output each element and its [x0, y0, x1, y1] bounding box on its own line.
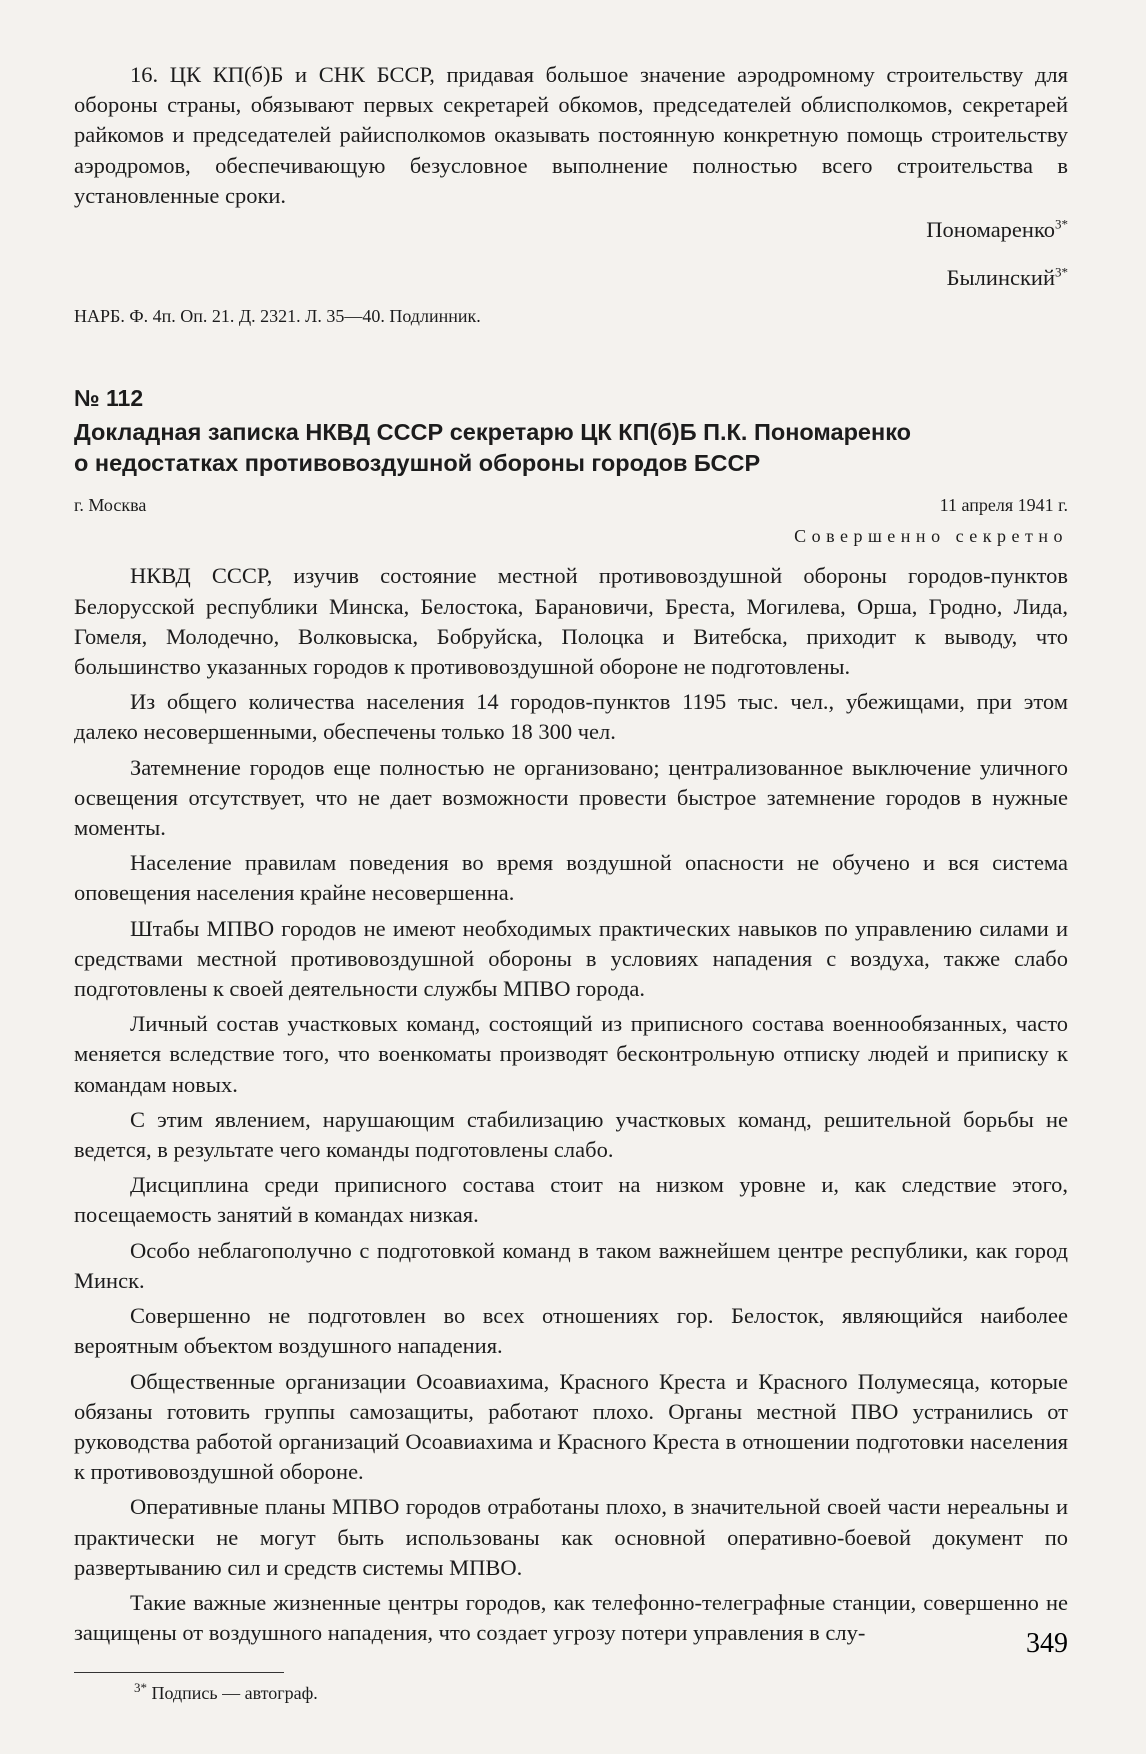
body-paragraph: Из общего количества населения 14 городов-пунктов 1195 тыс. чел., убежищами, при этом далеко несовершенными, обеспечены только 18 300 чел.	[74, 689, 1068, 745]
page-number: 349	[1026, 1628, 1068, 1659]
document-title-line-1: Докладная записка НКВД СССР секретарю ЦК КП(б)Б П.К. Пономаренко	[74, 419, 912, 446]
body-paragraph: С этим явлением, нарушающим стабилизацию участковых команд, решительной борьбы не ведется, в результате чего команды подготовлены слабо.	[74, 1106, 1068, 1163]
signature-mark: 3*	[1055, 264, 1068, 280]
document-number: № 112	[74, 385, 144, 412]
body-paragraph: Личный состав участковых команд, состоящий из приписного состава военнообязанных, часто меняется вследствие того, что военкоматы производят бесконтрольную отписку людей и приписку к командам новых.	[74, 1011, 1068, 1097]
body-paragraph: Дисциплина среди приписного состава стоит на низком уровне и, как следствие этого, посещаемость занятий в командах низкая.	[74, 1172, 1068, 1228]
body-paragraph: Такие важные жизненные центры городов, как телефонно-телеграфные станции, совершенно не защищены от воздушного нападения, что создает угрозу потери управления в слу-	[74, 1589, 1068, 1646]
top-paragraph: 16. ЦК КП(б)Б и СНК БССР, придавая большое значение аэродромному строительству для обороны страны, обязывают первых секретарей обкомов, председателей облисполкомов, секретарей райкомов и председателей райисполкомов оказывать постоянную конкретную помощь строительству аэродромов, обеспечивающую безусловное выполнение полностью всего строительства в установленные сроки.	[74, 62, 1068, 208]
body-paragraph: Особо неблагополучно с подготовкой команд в таком важнейшем центре республики, как город Минск.	[74, 1237, 1068, 1293]
body-paragraph: Штабы МПВО городов не имеют необходимых практических навыков по управлению силами и средствами местной противовоздушной обороны в условиях нападения с воздуха, также слабо подготовлены к своей деятельности службы МПВО города.	[74, 915, 1068, 1002]
body-paragraph: Население правилам поведения во время воздушной опасности не обучено и вся система оповещения населения крайне несовершенна.	[74, 850, 1068, 906]
footnote-divider	[74, 1672, 284, 1673]
footnote	[134, 1681, 1068, 1705]
signature-name: Былинский	[946, 265, 1055, 291]
body-paragraph: Совершенно не подготовлен во всех отношениях гор. Белосток, являющийся наиболее вероятным объектом воздушного нападения.	[74, 1303, 1068, 1359]
footnote-mark: 3*	[134, 1680, 147, 1696]
body-paragraph: Оперативные планы МПВО городов отработаны плохо, в значительной своей части нереальны и практически не могут быть использованы как основной оперативно-боевой документ по развертыванию сил и средств системы МПВО.	[74, 1494, 1068, 1580]
signature-ponomarenko	[74, 215, 1068, 245]
document-place: г. Москва	[74, 495, 147, 516]
classification-mark: Совершенно секретно	[794, 526, 1068, 547]
signature-mark: 3*	[1055, 216, 1068, 232]
document-title	[74, 417, 1068, 479]
document-title-line-2: о недостатках противовоздушной обороны городов БССР	[74, 450, 761, 477]
archive-reference: НАРБ. Ф. 4п. Оп. 21. Д. 2321. Л. 35—40. Подлинник.	[74, 306, 481, 327]
body-paragraph: Затемнение городов еще полностью не организовано; централизованное выключение уличного освещения отсутствует, что не дает возможности провести быстрое затемнение городов в нужные моменты.	[74, 754, 1068, 841]
document-date: 11 апреля 1941 г.	[939, 495, 1068, 516]
body-paragraph: НКВД СССР, изучив состояние местной противовоздушной обороны городов-пунктов Белорусской республики Минска, Белостока, Барановичи, Бреста, Могилева, Орша, Гродно, Лида, Гомеля, Молодечно, Волковыска, Бобруйска, Полоцка и Витебска, приходит к выводу, что большинство указанных городов к противовоздушной обороне не подготовлены.	[74, 563, 1068, 680]
signature-bylinsky	[74, 263, 1068, 293]
body-paragraph: Общественные организации Осоавиахима, Красного Креста и Красного Полумесяца, которые обязаны готовить группы самозащиты, работают плохо. Органы местной ПВО устранились от руководства работой организаций Осоавиахима и Красного Креста в отношении подготовки населения к противовоздушной обороне.	[74, 1368, 1068, 1485]
signature-name: Пономаренко	[926, 217, 1055, 243]
document-meta	[74, 493, 1068, 517]
footnote-text: Подпись — автограф.	[147, 1683, 318, 1704]
